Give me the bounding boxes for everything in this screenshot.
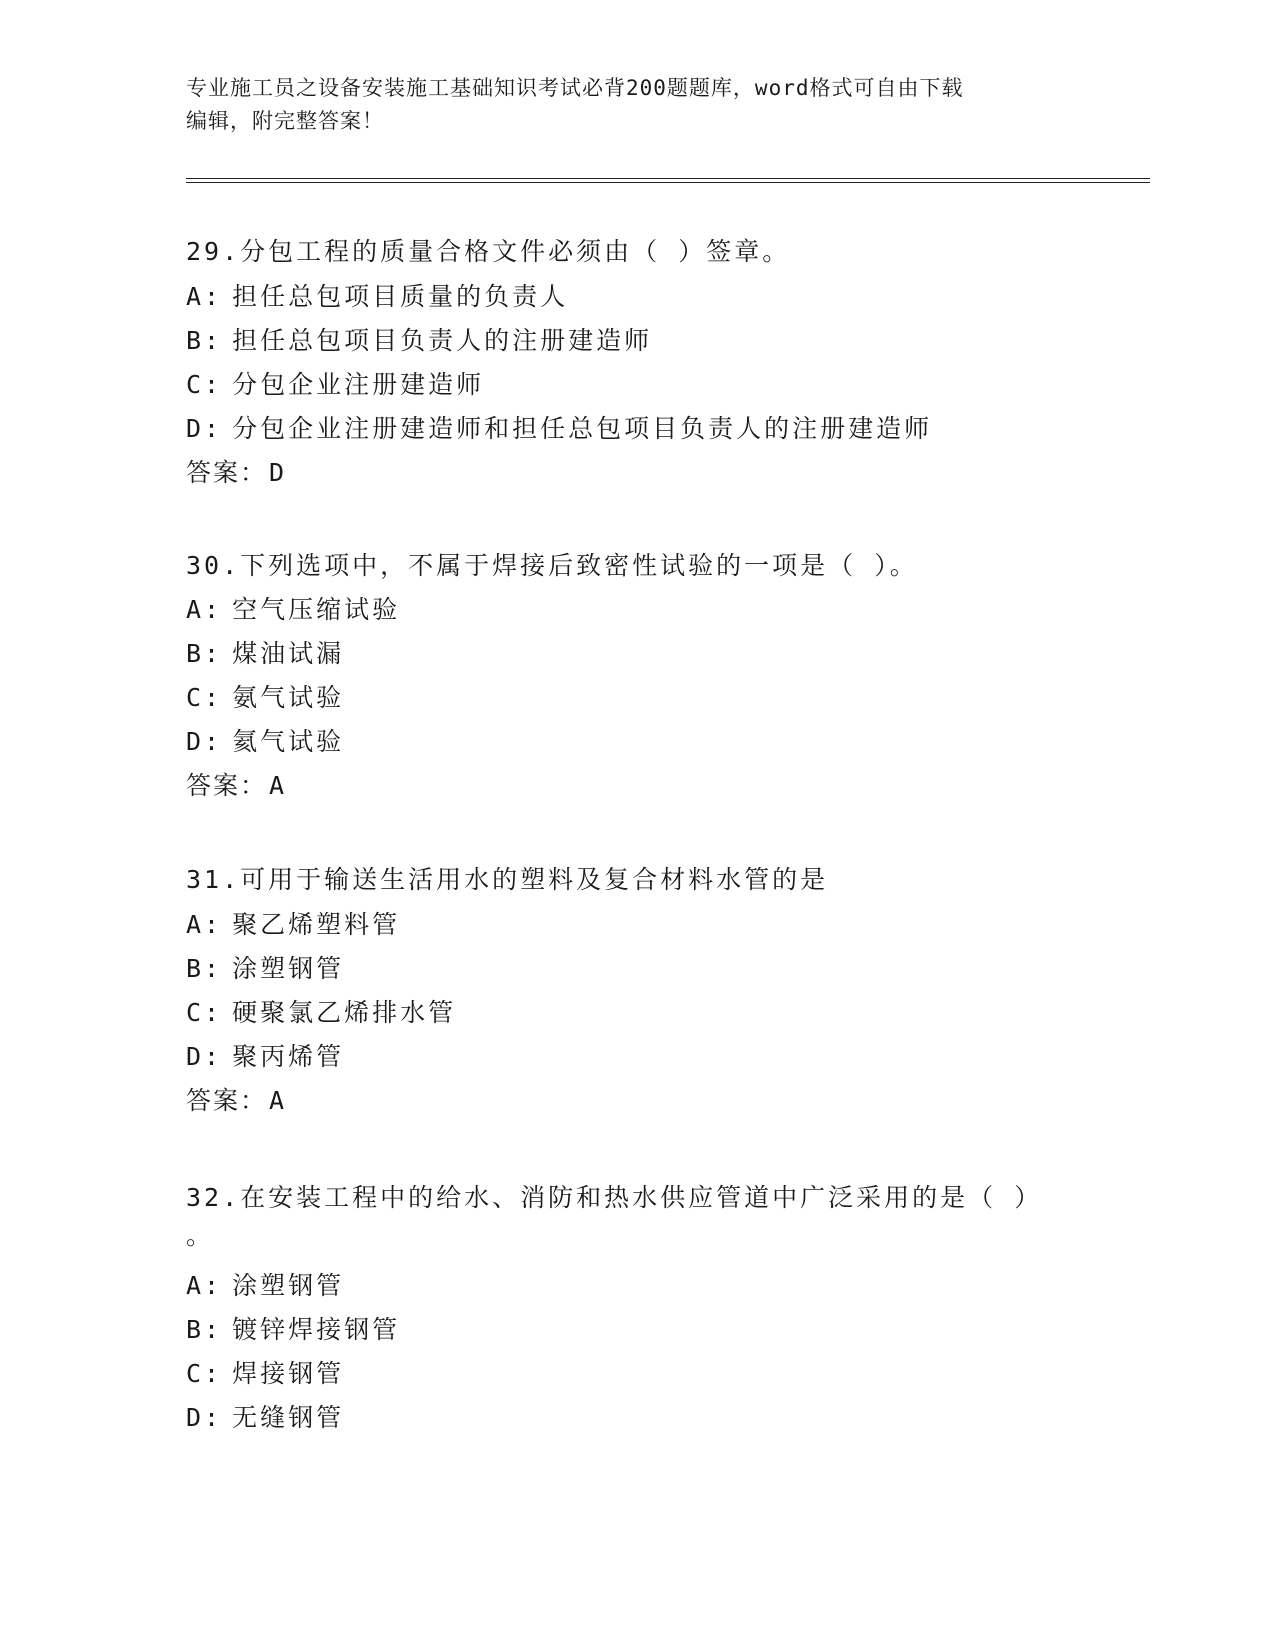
answer-label: 答案： (186, 1086, 268, 1115)
question-stem: 30.下列选项中，不属于焊接后致密性试验的一项是（ ）。 (186, 551, 918, 580)
option-d (186, 1398, 344, 1438)
option-text: 分包企业注册建造师 (232, 370, 485, 399)
option-letter: D: (186, 1403, 223, 1432)
option-text: 氦气试验 (232, 727, 345, 756)
answer-label: 答案： (186, 458, 268, 487)
answer (186, 766, 285, 806)
option-b (186, 634, 344, 674)
option-d (186, 722, 344, 762)
option-text: 涂塑钢管 (232, 1271, 345, 1300)
header-divider-bottom (186, 182, 1150, 183)
option-letter: A: (186, 595, 223, 624)
question-stem: 31.可用于输送生活用水的塑料及复合材料水管的是 (186, 865, 829, 894)
option-text: 担任总包项目负责人的注册建造师 (232, 326, 653, 355)
option-letter: C: (186, 998, 223, 1027)
option-c (186, 678, 344, 718)
question-stem: 32.在安装工程中的给水、消防和热水供应管道中广泛采用的是（ ） (186, 1183, 1043, 1212)
option-letter: D: (186, 414, 223, 443)
option-c (186, 993, 456, 1033)
header-line-1: 专业施工员之设备安装施工基础知识考试必背200题题库，word格式可自由下载 (186, 76, 964, 100)
option-text: 分包企业注册建造师和担任总包项目负责人的注册建造师 (232, 414, 933, 443)
option-letter: B: (186, 326, 223, 355)
answer (186, 1081, 285, 1121)
option-c (186, 1354, 344, 1394)
option-text: 硬聚氯乙烯排水管 (232, 998, 457, 1027)
question-stem: 29.分包工程的质量合格文件必须由（ ）签章。 (186, 237, 791, 266)
option-d (186, 409, 932, 449)
option-b (186, 321, 652, 361)
option-text: 聚乙烯塑料管 (232, 910, 401, 939)
option-letter: C: (186, 370, 223, 399)
option-text: 担任总包项目质量的负责人 (232, 282, 569, 311)
option-letter: B: (186, 954, 223, 983)
option-text: 焊接钢管 (232, 1359, 345, 1388)
answer-value: A (269, 1086, 286, 1115)
answer (186, 453, 285, 493)
option-a (186, 905, 400, 945)
option-text: 镀锌焊接钢管 (232, 1315, 401, 1344)
answer-value: D (269, 458, 286, 487)
option-text: 空气压缩试验 (232, 595, 401, 624)
question-stem-continuation: 。 (186, 1221, 215, 1250)
option-text: 煤油试漏 (232, 639, 345, 668)
option-b (186, 1310, 400, 1350)
answer-label: 答案： (186, 771, 268, 800)
answer-value: A (269, 771, 286, 800)
option-letter: B: (186, 1315, 223, 1344)
document-header (186, 72, 1086, 138)
option-text: 聚丙烯管 (232, 1042, 345, 1071)
option-text: 无缝钢管 (232, 1403, 345, 1432)
option-letter: B: (186, 639, 223, 668)
header-divider-top (186, 178, 1150, 179)
option-letter: A: (186, 1271, 223, 1300)
option-letter: D: (186, 727, 223, 756)
option-a (186, 590, 400, 630)
option-letter: C: (186, 683, 223, 712)
option-letter: A: (186, 910, 223, 939)
option-d (186, 1037, 344, 1077)
option-b (186, 949, 344, 989)
option-letter: C: (186, 1359, 223, 1388)
option-letter: D: (186, 1042, 223, 1071)
option-text: 涂塑钢管 (232, 954, 345, 983)
header-line-2: 编辑，附完整答案！ (186, 109, 384, 133)
option-letter: A: (186, 282, 223, 311)
option-c (186, 365, 484, 405)
option-a (186, 277, 568, 317)
option-a (186, 1266, 344, 1306)
option-text: 氨气试验 (232, 683, 345, 712)
